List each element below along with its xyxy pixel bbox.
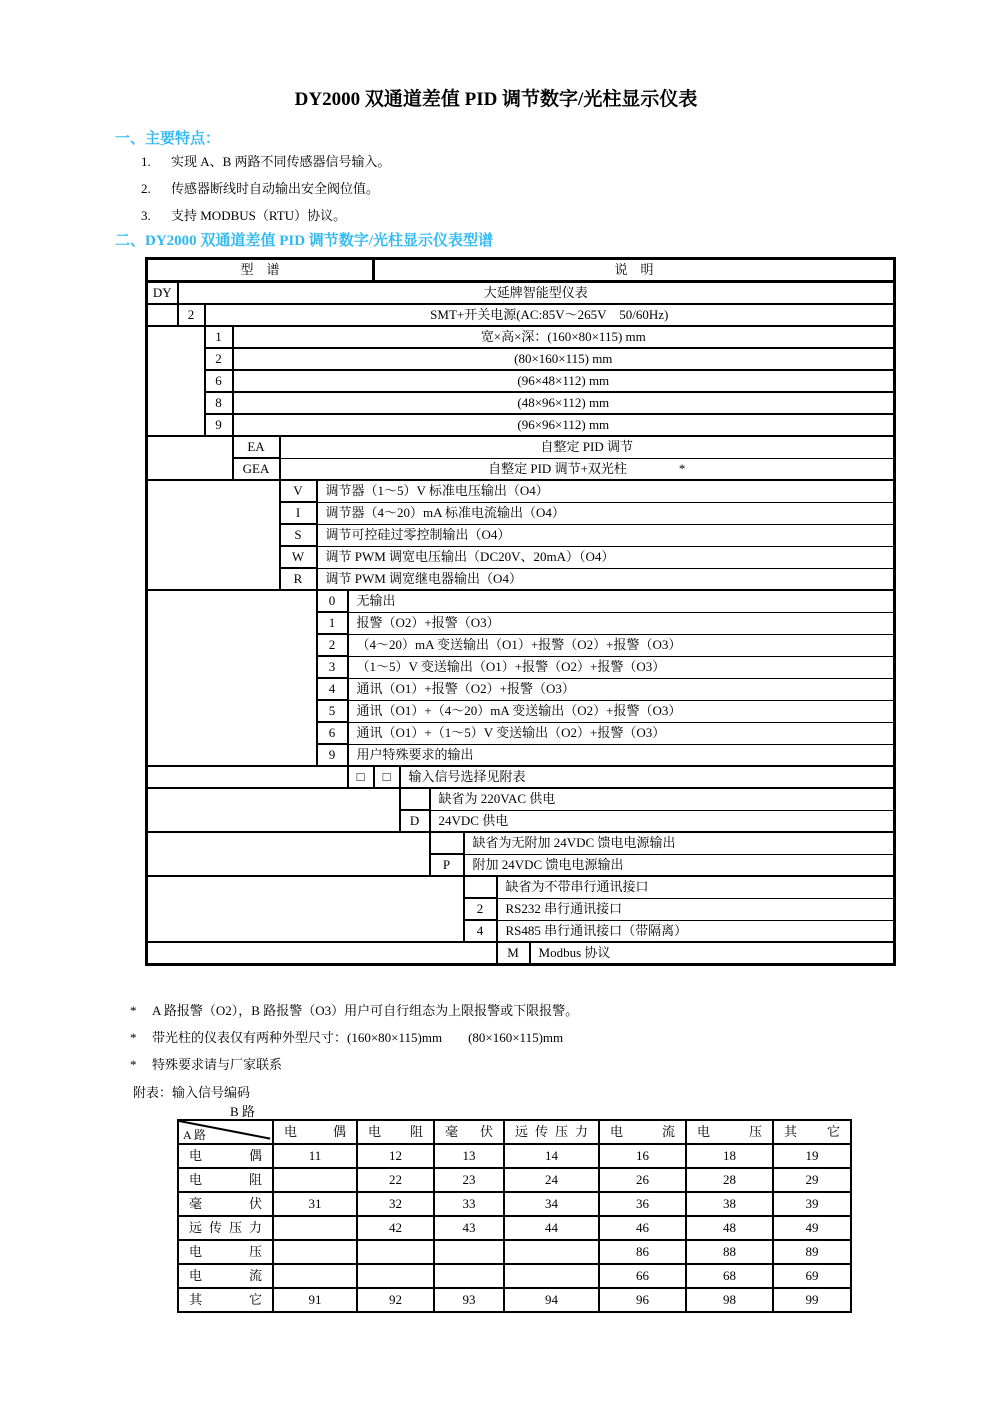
code-value: 69 xyxy=(773,1264,851,1288)
stair-blank xyxy=(147,832,430,876)
header-desc-col: 说 明 xyxy=(374,259,895,282)
code-value: 38 xyxy=(686,1192,773,1216)
appendix-col-header: 电阻 xyxy=(357,1120,434,1144)
appendix-col-header: 电流 xyxy=(599,1120,686,1144)
feed-power-row xyxy=(147,832,895,854)
feature-number: 2. xyxy=(141,181,151,196)
footnote-text: 特殊要求请与厂家联系 xyxy=(152,1057,283,1072)
desc-cell-o4: 调节 PWM 调宽电压输出（DC20V、20mA）（O4） xyxy=(317,546,895,568)
footnote-list xyxy=(130,997,578,1078)
code-value xyxy=(273,1240,357,1264)
o4-output-row xyxy=(147,480,895,502)
protocol-row xyxy=(147,942,895,965)
code-value: 23 xyxy=(434,1168,504,1192)
appendix-title: 附表：输入信号编码 xyxy=(133,1085,251,1100)
code-value xyxy=(434,1264,504,1288)
code-cell-supply-voltage xyxy=(400,788,430,810)
desc-cell-supply-voltage: 24VDC 供电 xyxy=(430,810,895,832)
code-value: 14 xyxy=(504,1144,599,1168)
size-row xyxy=(147,348,895,370)
appendix-data-row xyxy=(178,1264,851,1288)
desc-cell-size: 宽×高×深：(160×80×115) mm xyxy=(233,326,895,348)
code-cell-brand: DY xyxy=(147,282,178,305)
table-header-row xyxy=(147,259,895,282)
desc-cell-regulation: 自整定 PID 调节 xyxy=(280,436,895,458)
size-row xyxy=(147,326,895,348)
code-value: 19 xyxy=(773,1144,851,1168)
appendix-data-row xyxy=(178,1168,851,1192)
size-row xyxy=(147,370,895,392)
feature-text: 支持 MODBUS（RTU）协议。 xyxy=(171,208,347,223)
page-title: DY2000 双通道差值 PID 调节数字/光柱显示仪表 xyxy=(294,89,698,110)
code-cell-o4: I xyxy=(280,502,317,524)
appendix-data-row xyxy=(178,1288,851,1312)
feature-item xyxy=(141,202,391,229)
stair-blank xyxy=(147,304,178,326)
code-value: 99 xyxy=(773,1288,851,1312)
code-cell-comm: 4 xyxy=(464,920,497,942)
code-value: 92 xyxy=(357,1288,434,1312)
code-value: 94 xyxy=(504,1288,599,1312)
size-row xyxy=(147,414,895,436)
desc-cell-o123: 用户特殊要求的输出 xyxy=(348,744,895,766)
code-cell-regulation: GEA xyxy=(233,458,280,480)
desc-cell-input-signal: 输入信号选择见附表 xyxy=(400,766,895,788)
stair-blank xyxy=(147,942,497,965)
desc-cell-o123: 通讯（O1）+（1～5）V 变送输出（O2）+报警（O3） xyxy=(348,722,895,744)
desc-cell-o4: 调节可控硅过零控制输出（O4） xyxy=(317,524,895,546)
code-value: 22 xyxy=(357,1168,434,1192)
input-signal-checkbox-a: □ xyxy=(348,766,374,788)
input-signal-checkbox-b: □ xyxy=(374,766,400,788)
code-cell-o123: 6 xyxy=(317,722,348,744)
code-value: 91 xyxy=(273,1288,357,1312)
code-cell-o123: 0 xyxy=(317,590,348,612)
header-type-col: 型 谱 xyxy=(147,259,374,282)
desc-cell-feed-power: 缺省为无附加 24VDC 馈电电源输出 xyxy=(464,832,895,854)
section-2-prefix: 二、 xyxy=(115,233,146,249)
feature-number: 3. xyxy=(141,208,151,223)
code-cell-o123: 2 xyxy=(317,634,348,656)
code-cell-feed-power: P xyxy=(430,854,464,876)
footnote xyxy=(130,997,578,1024)
code-value: 18 xyxy=(686,1144,773,1168)
feature-item xyxy=(141,148,391,175)
appendix-row-label: 电流 xyxy=(178,1264,273,1288)
appendix-row-label: 电阻 xyxy=(178,1168,273,1192)
code-value: 33 xyxy=(434,1192,504,1216)
code-value xyxy=(273,1264,357,1288)
stair-blank xyxy=(147,436,233,480)
diagonal-corner-cell xyxy=(178,1120,273,1144)
appendix-data-row xyxy=(178,1240,851,1264)
desc-cell-o123: （1～5）V 变送输出（O1）+报警（O2）+报警（O3） xyxy=(348,656,895,678)
desc-cell-comm: RS232 串行通讯接口 xyxy=(497,898,895,920)
code-value: 93 xyxy=(434,1288,504,1312)
code-value: 68 xyxy=(686,1264,773,1288)
code-value: 39 xyxy=(773,1192,851,1216)
appendix-data-row xyxy=(178,1144,851,1168)
code-cell-o4: S xyxy=(280,524,317,546)
footnote xyxy=(130,1051,578,1078)
appendix-col-header: 电偶 xyxy=(273,1120,357,1144)
code-value: 11 xyxy=(273,1144,357,1168)
desc-cell-power-supply: SMT+开关电源(AC:85V～265V 50/60Hz) xyxy=(205,304,895,326)
feature-number: 1. xyxy=(141,154,151,169)
code-cell-o123: 3 xyxy=(317,656,348,678)
appendix-data-row xyxy=(178,1216,851,1240)
code-value: 96 xyxy=(599,1288,686,1312)
desc-cell-size: (80×160×115) mm xyxy=(233,348,895,370)
code-cell-comm xyxy=(464,876,497,898)
code-value: 12 xyxy=(357,1144,434,1168)
appendix-header-row xyxy=(178,1120,851,1144)
desc-cell-feed-power: 附加 24VDC 馈电电源输出 xyxy=(464,854,895,876)
desc-cell-protocol: Modbus 协议 xyxy=(530,942,895,965)
code-value xyxy=(273,1168,357,1192)
desc-cell-o123: 通讯（O1）+（4～20）mA 变送输出（O2）+报警（O3） xyxy=(348,700,895,722)
code-value: 31 xyxy=(273,1192,357,1216)
desc-cell-size: (96×48×112) mm xyxy=(233,370,895,392)
desc-cell-o123: 通讯（O1）+报警（O2）+报警（O3） xyxy=(348,678,895,700)
desc-cell-size: (48×96×112) mm xyxy=(233,392,895,414)
code-value: 42 xyxy=(357,1216,434,1240)
stair-blank xyxy=(147,326,205,436)
code-cell-supply-voltage: D xyxy=(400,810,430,832)
asterisk-marker: * xyxy=(130,1057,137,1072)
stair-blank xyxy=(147,876,464,942)
code-cell-o4: V xyxy=(280,480,317,502)
code-cell-feed-power xyxy=(430,832,464,854)
feature-list xyxy=(141,148,391,229)
code-value xyxy=(504,1264,599,1288)
code-cell-size: 2 xyxy=(205,348,233,370)
code-value xyxy=(273,1216,357,1240)
code-value: 24 xyxy=(504,1168,599,1192)
code-cell-o123: 9 xyxy=(317,744,348,766)
code-value: 36 xyxy=(599,1192,686,1216)
desc-cell-comm: 缺省为不带串行通讯接口 xyxy=(497,876,895,898)
asterisk-marker: * xyxy=(130,1030,137,1045)
b-axis-label: B 路 xyxy=(230,1104,255,1119)
appendix-row-label: 电偶 xyxy=(178,1144,273,1168)
code-value: 46 xyxy=(599,1216,686,1240)
appendix-row-label: 其它 xyxy=(178,1288,273,1312)
code-value: 43 xyxy=(434,1216,504,1240)
desc-cell-o123: 报警（O2）+报警（O3） xyxy=(348,612,895,634)
code-cell-size: 9 xyxy=(205,414,233,436)
code-value: 48 xyxy=(686,1216,773,1240)
feature-text: 传感器断线时自动输出安全阀位值。 xyxy=(171,181,380,196)
code-value: 49 xyxy=(773,1216,851,1240)
asterisk-marker: * xyxy=(130,1003,137,1018)
code-value xyxy=(357,1264,434,1288)
stair-blank xyxy=(147,590,317,766)
code-cell-o4: W xyxy=(280,546,317,568)
appendix-col-header: 其它 xyxy=(773,1120,851,1144)
code-value: 34 xyxy=(504,1192,599,1216)
code-value: 86 xyxy=(599,1240,686,1264)
code-value: 28 xyxy=(686,1168,773,1192)
desc-cell-regulation: 自整定 PID 调节+双光柱 * xyxy=(280,458,895,480)
section-1-heading: 一、主要特点： xyxy=(115,131,221,147)
code-value: 98 xyxy=(686,1288,773,1312)
code-cell-o4: R xyxy=(280,568,317,590)
size-row xyxy=(147,392,895,414)
power-supply-row xyxy=(147,304,895,326)
comm-interface-row xyxy=(147,876,895,898)
code-value xyxy=(357,1240,434,1264)
code-value: 32 xyxy=(357,1192,434,1216)
desc-cell-o4: 调节器（1～5）V 标准电压输出（O4） xyxy=(317,480,895,502)
desc-cell-supply-voltage: 缺省为 220VAC 供电 xyxy=(430,788,895,810)
model-spectrum-table xyxy=(145,257,896,966)
section-2-model-name: DY2000 xyxy=(145,233,197,249)
section-2-rest: 双通道差值 PID 调节数字/光柱显示仪表型谱 xyxy=(196,233,493,249)
stair-blank xyxy=(147,788,400,832)
code-value: 29 xyxy=(773,1168,851,1192)
desc-cell-o123: 无输出 xyxy=(348,590,895,612)
code-cell-o123: 5 xyxy=(317,700,348,722)
code-value: 44 xyxy=(504,1216,599,1240)
feature-item xyxy=(141,175,391,202)
code-value xyxy=(434,1240,504,1264)
appendix-col-header: 毫伏 xyxy=(434,1120,504,1144)
feature-text: 实现 A、B 两路不同传感器信号输入。 xyxy=(171,154,391,169)
desc-cell-o123: （4～20）mA 变送输出（O1）+报警（O2）+报警（O3） xyxy=(348,634,895,656)
footnote-text: 带光柱的仪表仅有两种外型尺寸：(160×80×115)mm (80×160×115)mm xyxy=(152,1030,564,1045)
code-cell-size: 1 xyxy=(205,326,233,348)
regulation-row xyxy=(147,458,895,480)
code-value: 13 xyxy=(434,1144,504,1168)
desc-cell-size: (96×96×112) mm xyxy=(233,414,895,436)
o123-output-row xyxy=(147,590,895,612)
regulation-row xyxy=(147,436,895,458)
appendix-col-header: 电压 xyxy=(686,1120,773,1144)
code-value xyxy=(504,1240,599,1264)
code-cell-o123: 1 xyxy=(317,612,348,634)
appendix-row-label: 远传压力 xyxy=(178,1216,273,1240)
code-value: 26 xyxy=(599,1168,686,1192)
code-cell-size: 8 xyxy=(205,392,233,414)
section-2-heading xyxy=(115,229,493,250)
appendix-col-header: 远传压力 xyxy=(504,1120,599,1144)
footnote-text: A 路报警（O2），B 路报警（O3）用户可自行组态为上限报警或下限报警。 xyxy=(152,1003,579,1018)
brand-row xyxy=(147,282,895,305)
supply-voltage-row xyxy=(147,788,895,810)
desc-cell-comm: RS485 串行通讯接口（带隔离） xyxy=(497,920,895,942)
desc-cell-o4: 调节器（4～20）mA 标准电流输出（O4） xyxy=(317,502,895,524)
input-signal-code-table xyxy=(177,1119,852,1313)
stair-blank xyxy=(147,480,280,590)
stair-blank xyxy=(147,766,348,788)
code-value: 66 xyxy=(599,1264,686,1288)
code-value: 88 xyxy=(686,1240,773,1264)
desc-cell-o4: 调节 PWM 调宽继电器输出（O4） xyxy=(317,568,895,590)
appendix-row-label: 毫伏 xyxy=(178,1192,273,1216)
code-cell-protocol: M xyxy=(497,942,530,965)
input-signal-row xyxy=(147,766,895,788)
code-cell-comm: 2 xyxy=(464,898,497,920)
code-value: 16 xyxy=(599,1144,686,1168)
code-cell-power-supply: 2 xyxy=(178,304,205,326)
appendix-row-label: 电压 xyxy=(178,1240,273,1264)
appendix-data-row xyxy=(178,1192,851,1216)
code-cell-regulation: EA xyxy=(233,436,280,458)
a-axis-label: A 路 xyxy=(183,1128,207,1142)
code-value: 89 xyxy=(773,1240,851,1264)
desc-cell-brand: 大延牌智能型仪表 xyxy=(178,282,895,305)
footnote xyxy=(130,1024,578,1051)
code-cell-size: 6 xyxy=(205,370,233,392)
code-cell-o123: 4 xyxy=(317,678,348,700)
